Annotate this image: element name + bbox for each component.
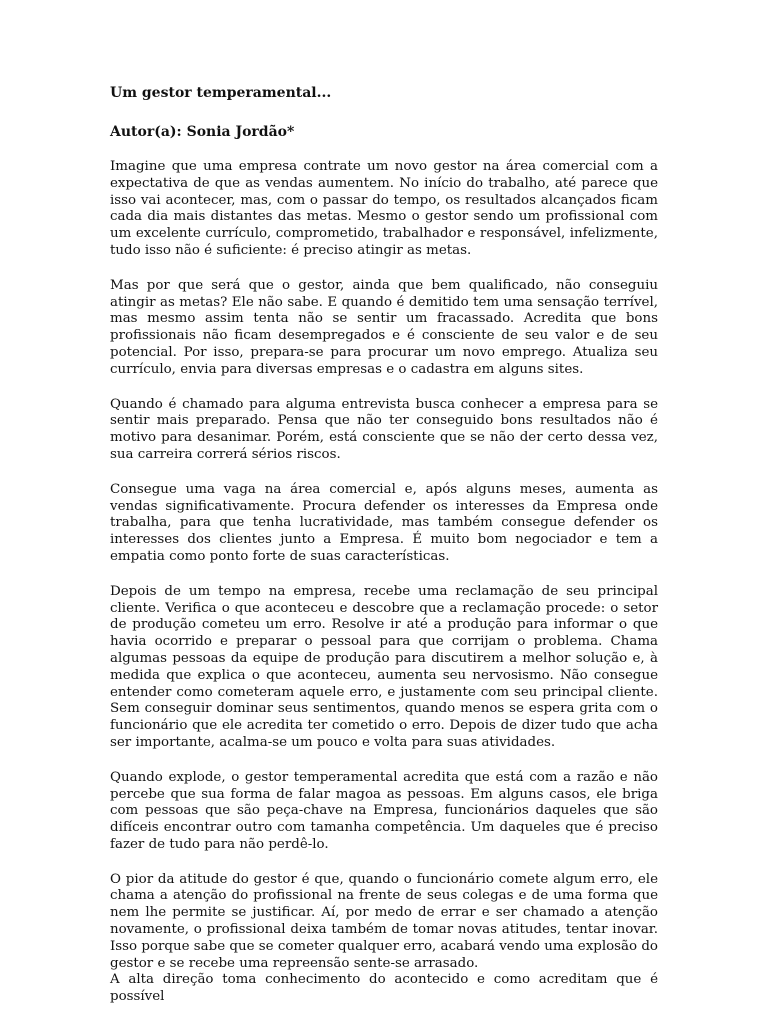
paragraph-1: Imagine que uma empresa contrate um novo gestor na área comercial com a expectativa de que as vendas aumentem. No início do trabalho, até parece que isso vai acontecer, mas, com o passar do tempo, os resultados alcançados ficam cada dia mais distantes das metas. Mesmo o gestor sendo um profissional com um excelente currículo, comprometido, trabalhador e responsável, infelizmente, tudo isso não é suficiente: é preciso atingir as metas. (110, 159, 658, 258)
paragraph-7: O pior da atitude do gestor é que, quando o funcionário comete algum erro, ele chama a atenção do profissional na frente de seus colegas e de uma forma que nem lhe permite se justificar. Aí, por medo de errar e ser chamado a atenção novamente, o profissional deixa também de tomar novas atitudes, tentar inovar. Isso porque sabe que se cometer qualquer erro, acabará vendo uma explosão do gestor e se recebe uma repreensão sente-se arrasado. (110, 871, 658, 971)
article-title: Um gestor temperamental... (110, 85, 332, 101)
paragraph-3: Quando é chamado para alguma entrevista busca conhecer a empresa para se sentir mais preparado. Pensa que não ter conseguido bons resultados não é motivo para desanimar. Porém, está consciente que se não der certo dessa vez, sua carreira correrá sérios riscos. (110, 396, 658, 462)
paragraph-6: Quando explode, o gestor temperamental acredita que está com a razão e não percebe que sua forma de falar magoa as pessoas. Em alguns casos, ele briga com pessoas que são peça-chave na Empresa, funcionários daqueles que são difíceis encontrar outro com tamanha competência. Um daqueles que é preciso fazer de tudo para não perdê-lo. (110, 769, 658, 852)
paragraph-4: Consegue uma vaga na área comercial e, após alguns meses, aumenta as vendas significativamente. Procura defender os interesses da Empresa onde trabalha, para que tenha lucratividade, mas também consegue defender os interesses dos clientes junto a Empresa. É muito bom negociador e tem a empatia como ponto forte de suas características. (110, 481, 658, 564)
article-author: Autor(a): Sonia Jordão* (110, 124, 295, 140)
article-body (110, 85, 658, 1006)
paragraph-5: Depois de um tempo na empresa, recebe uma reclamação de seu principal cliente. Verifica o que aconteceu e descobre que a reclamação procede: o setor de produção cometeu um erro. Resolve ir até a produção para informar o que havia ocorrido e preparar o pessoal para que corrijam o problema. Chama algumas pessoas da equipe de produção para discutirem a melhor solução e, à medida que explica o que aconteceu, aumenta seu nervosismo. Não consegue entender como cometeram aquele erro, e justamente com seu principal cliente. Sem conseguir dominar seus sentimentos, quando menos se espera grita com o funcionário que ele acredita ter cometido o erro. Depois de dizer tudo que acha ser importante, acalma-se um pouco e volta para suas atividades. (110, 583, 658, 750)
paragraph-2: Mas por que será que o gestor, ainda que bem qualificado, não conseguiu atingir as metas? Ele não sabe. E quando é demitido tem uma sensação terrível, mas mesmo assim tenta não se sentir um fracassado. Acredita que bons profissionais não ficam desempregados e é consciente de seu valor e de seu potencial. Por isso, prepara-se para procurar um novo emprego. Atualiza seu currículo, envia para diversas empresas e o cadastra em alguns sites. (110, 277, 658, 377)
paragraph-8: A alta direção toma conhecimento do acontecido e como acreditam que é possível (110, 972, 658, 1005)
